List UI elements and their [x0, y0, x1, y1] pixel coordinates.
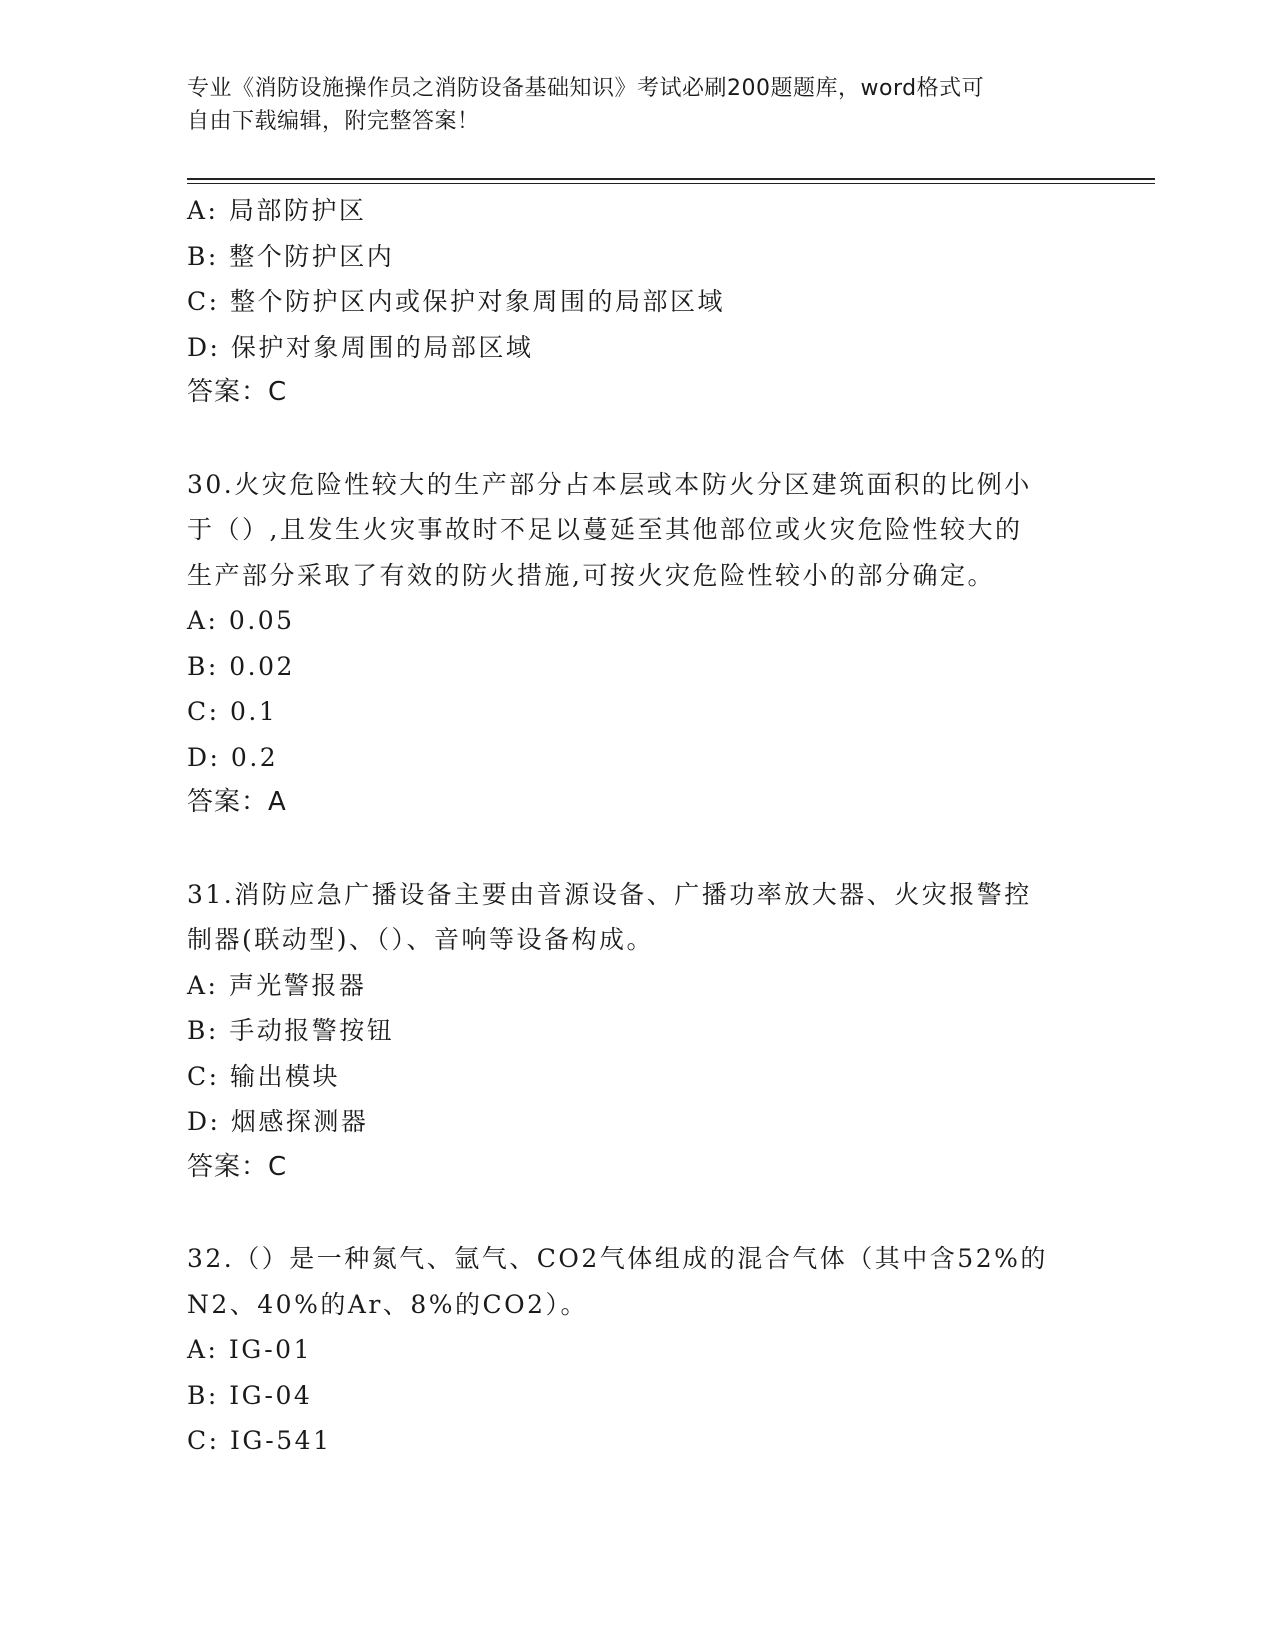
question-30: [187, 462, 1087, 826]
question-list: [187, 188, 1087, 1464]
option-c: C: 0.1: [187, 697, 278, 726]
option-c: C: 整个防护区内或保护对象周围的局部区域: [187, 287, 725, 316]
option-b: B: 0.02: [187, 651, 295, 681]
question-stem-line: N2、40%的Ar、8%的CO2）。: [187, 1289, 589, 1319]
question-stem-line: 31.消防应急广播设备主要由音源设备、广播功率放大器、火灾报警控: [187, 879, 1032, 909]
header-divider: [187, 178, 1155, 184]
option-a: A: 声光警报器: [187, 970, 367, 1000]
question-stem-line: 30.火灾危险性较大的生产部分占本层或本防火分区建筑面积的比例小: [187, 469, 1032, 499]
header-line-2: 自由下载编辑，附完整答案！: [187, 109, 480, 134]
answer-line: 答案：C: [187, 1151, 288, 1182]
spacer: [187, 416, 1087, 462]
answer-line: 答案：A: [187, 787, 287, 817]
question-stem-line: 制器(联动型)、（）、音响等设备构成。: [187, 925, 655, 954]
option-d: D: 0.2: [187, 742, 279, 772]
question-29: [187, 188, 1087, 416]
header-line-1: 专业《消防设施操作员之消防设备基础知识》考试必刷200题题库，word格式可: [187, 76, 985, 101]
option-d: D: 保护对象周围的局部区域: [187, 332, 534, 362]
option-b: B: IG-04: [187, 1380, 313, 1410]
option-b: B: 整个防护区内: [187, 241, 395, 271]
document-header: [187, 72, 1067, 138]
option-a: A: 局部防护区: [187, 196, 367, 225]
question-31: [187, 872, 1087, 1191]
option-a: A: 0.05: [187, 606, 295, 635]
spacer: [187, 1190, 1087, 1236]
option-c: C: IG-541: [187, 1426, 332, 1455]
question-stem-line: 生产部分采取了有效的防火措施,可按火灾危险性较小的部分确定。: [187, 560, 995, 590]
option-d: D: 烟感探测器: [187, 1107, 369, 1136]
question-32: [187, 1236, 1087, 1464]
question-stem-line: 于（）,且发生火灾事故时不足以蔓延至其他部位或火灾危险性较大的: [187, 515, 1023, 544]
answer-line: 答案：C: [187, 377, 288, 407]
option-b: B: 手动报警按钮: [187, 1016, 395, 1045]
option-a: A: IG-01: [187, 1335, 312, 1364]
question-stem-line: 32.（）是一种氮气、氩气、CO2气体组成的混合气体（其中含52%的: [187, 1244, 1048, 1273]
spacer: [187, 826, 1087, 872]
option-c: C: 输出模块: [187, 1061, 340, 1091]
